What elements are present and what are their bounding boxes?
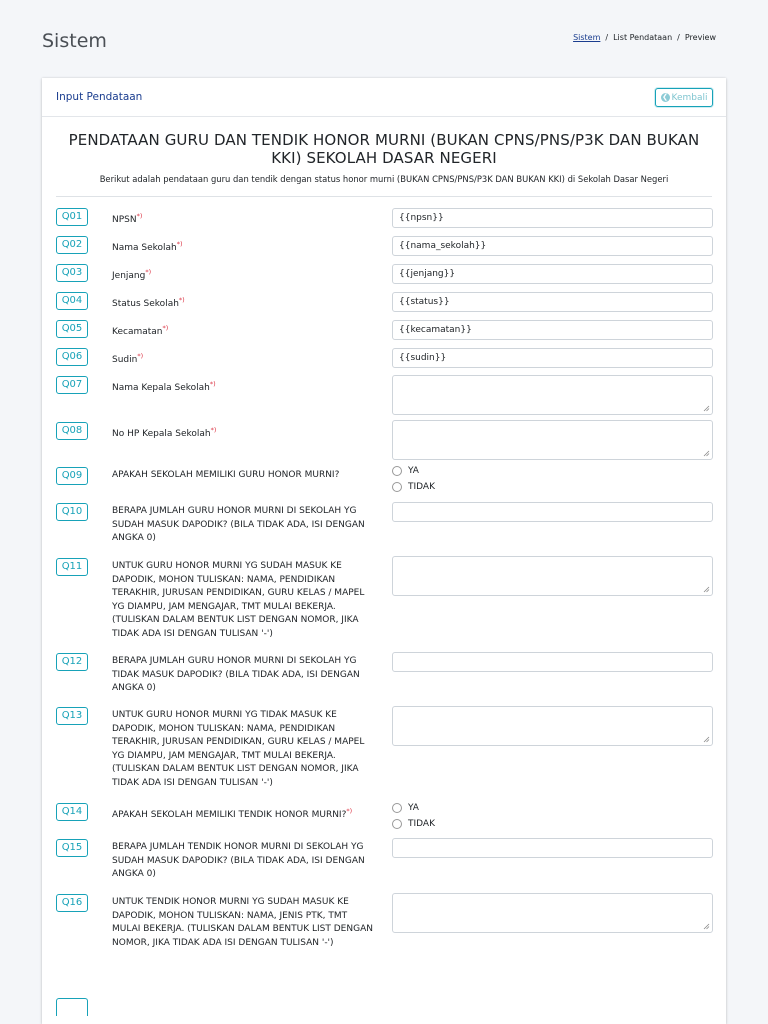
answer-input[interactable]: {{kecamatan}}	[392, 320, 713, 340]
question-label	[112, 424, 374, 442]
required-marker: *)	[178, 296, 185, 304]
question-badge-partial	[56, 998, 88, 1016]
answer-input[interactable]	[392, 838, 713, 858]
radio-option-label: YA	[408, 466, 419, 476]
answer-textarea[interactable]	[392, 420, 713, 460]
form-title: PENDATAAN GURU DAN TENDIK HONOR MURNI (BUKAN CPNS/PNS/P3K DAN BUKAN KKI) SEKOLAH DASAR NEGERI	[68, 131, 700, 167]
answer-textarea[interactable]	[392, 706, 713, 746]
required-marker: *)	[176, 240, 183, 248]
page-title: Sistem	[42, 30, 107, 52]
answer-input[interactable]: {{status}}	[392, 292, 713, 312]
radio-button[interactable]	[392, 819, 402, 829]
question-label	[112, 896, 374, 950]
answer-input[interactable]	[392, 502, 713, 522]
required-marker: *)	[162, 324, 169, 332]
question-code-badge: Q03	[56, 264, 88, 282]
question-label	[112, 266, 374, 284]
question-code-badge: Q04	[56, 292, 88, 310]
resize-handle-icon[interactable]	[703, 736, 710, 743]
answer-textarea[interactable]	[392, 375, 713, 415]
answer-input[interactable]: {{sudin}}	[392, 348, 713, 368]
question-code-badge: Q07	[56, 376, 88, 394]
question-code-badge: Q11	[56, 558, 88, 576]
question-label	[112, 841, 374, 882]
resize-handle-icon[interactable]	[703, 923, 710, 930]
question-label	[112, 560, 374, 642]
question-label-text: Nama Sekolah	[112, 243, 177, 253]
radio-option-ya[interactable]	[392, 464, 419, 478]
back-button-label: Kembali	[671, 92, 708, 103]
form-description: Berikut adalah pendataan guru dan tendik dengan status honor murni (BUKAN CPNS/PNS/P3K DAN BUKAN KKI) di Sekolah Dasar Negeri	[99, 174, 669, 184]
question-label-text: UNTUK GURU HONOR MURNI YG SUDAH MASUK KE DAPODIK, MOHON TULISKAN: NAMA, PENDIDIKAN TERAKHIR, JURUSAN PENDIDIKAN, GURU KELAS / MAPEL YG DIAMPU, JAM MENGAJAR, TMT MULAI BEKERJA. (TULISKAN DALAM BENTUK LIST DENGAN NOMOR, JIKA TIDAK ADA ISI DENGAN TULISAN '-')	[112, 561, 365, 639]
question-label	[112, 505, 374, 546]
question-label	[112, 210, 374, 228]
question-label-text: APAKAH SEKOLAH MEMILIKI GURU HONOR MURNI?	[112, 470, 340, 480]
radio-option-label: TIDAK	[408, 482, 435, 492]
required-marker: *)	[137, 352, 144, 360]
question-label	[112, 805, 374, 823]
radio-option-ya[interactable]	[392, 801, 419, 815]
question-code-badge: Q12	[56, 653, 88, 671]
required-marker: *)	[346, 807, 353, 815]
question-label	[112, 322, 374, 340]
question-code-badge: Q09	[56, 467, 88, 485]
question-code-badge: Q06	[56, 348, 88, 366]
top-bar	[0, 0, 768, 80]
resize-handle-icon[interactable]	[703, 450, 710, 457]
card-header	[42, 78, 726, 117]
radio-button[interactable]	[392, 466, 402, 476]
answer-textarea[interactable]	[392, 893, 713, 933]
breadcrumb-current: Preview	[684, 33, 716, 42]
answer-input[interactable]	[392, 652, 713, 672]
breadcrumb-separator: /	[677, 33, 680, 42]
question-label-text: Jenjang	[112, 271, 146, 281]
arrow-circle-left-icon: ❮	[662, 93, 668, 101]
breadcrumb-home-link[interactable]: Sistem	[573, 33, 601, 42]
question-label	[112, 469, 374, 483]
question-code-badge: Q02	[56, 236, 88, 254]
radio-button[interactable]	[392, 482, 402, 492]
question-code-badge: Q15	[56, 839, 88, 857]
resize-handle-icon[interactable]	[703, 405, 710, 412]
answer-input[interactable]: {{npsn}}	[392, 208, 713, 228]
required-marker: *)	[145, 268, 152, 276]
radio-option-label: YA	[408, 803, 419, 813]
question-label-text: APAKAH SEKOLAH MEMILIKI TENDIK HONOR MURNI?	[112, 810, 347, 820]
question-label	[112, 655, 374, 696]
question-code-badge: Q01	[56, 208, 88, 226]
question-code-badge: Q08	[56, 422, 88, 440]
radio-option-tidak[interactable]	[392, 480, 435, 494]
resize-handle-icon[interactable]	[703, 586, 710, 593]
breadcrumb-separator: /	[605, 33, 609, 42]
question-label-text: No HP Kepala Sekolah	[112, 429, 211, 439]
question-label-text: BERAPA JUMLAH TENDIK HONOR MURNI DI SEKOLAH YG SUDAH MASUK DAPODIK? (BILA TIDAK ADA, ISI DENGAN ANGKA 0)	[112, 842, 365, 880]
question-label-text: UNTUK GURU HONOR MURNI YG TIDAK MASUK KE DAPODIK, MOHON TULISKAN: NAMA, PENDIDIKAN TERAKHIR, JURUSAN PENDIDIKAN, GURU KELAS / MAPEL YG DIAMPU, JAM MENGAJAR, TMT MULAI BEKERJA. (TULISKAN DALAM BENTUK LIST DENGAN NOMOR, JIKA TIDAK ADA ISI DENGAN TULISAN '-')	[112, 710, 365, 788]
divider	[56, 196, 712, 197]
question-label	[112, 350, 374, 368]
card-title: Input Pendataan	[56, 91, 143, 103]
question-label	[112, 378, 374, 396]
question-label-text: UNTUK TENDIK HONOR MURNI YG SUDAH MASUK KE DAPODIK, MOHON TULISKAN: NAMA, JENIS PTK, TMT MULAI BEKERJA. (TULISKAN DALAM BENTUK LIST DENGAN NOMOR, JIKA TIDAK ADA ISI DENGAN TULISAN '-')	[112, 897, 373, 948]
radio-option-tidak[interactable]	[392, 817, 435, 831]
required-marker: *)	[209, 380, 216, 388]
question-label	[112, 709, 374, 791]
question-code-badge: Q05	[56, 320, 88, 338]
question-code-badge: Q14	[56, 803, 88, 821]
question-code-badge: Q16	[56, 894, 88, 912]
radio-button[interactable]	[392, 803, 402, 813]
question-label-text: BERAPA JUMLAH GURU HONOR MURNI DI SEKOLAH YG SUDAH MASUK DAPODIK? (BILA TIDAK ADA, ISI DENGAN ANGKA 0)	[112, 506, 365, 544]
question-label-text: BERAPA JUMLAH GURU HONOR MURNI DI SEKOLAH YG TIDAK MASUK DAPODIK? (BILA TIDAK ADA, ISI DENGAN ANGKA 0)	[112, 656, 360, 694]
question-label-text: NPSN	[112, 215, 137, 225]
question-label-text: Kecamatan	[112, 327, 163, 337]
breadcrumb	[573, 33, 716, 42]
question-label	[112, 294, 374, 312]
question-code-badge: Q13	[56, 707, 88, 725]
question-label-text: Nama Kepala Sekolah	[112, 383, 210, 393]
breadcrumb-list-pendataan[interactable]: List Pendataan	[613, 33, 673, 42]
back-button[interactable]	[655, 88, 713, 107]
radio-option-label: TIDAK	[408, 819, 435, 829]
answer-input[interactable]: {{jenjang}}	[392, 264, 713, 284]
question-label	[112, 238, 374, 256]
question-label-text: Status Sekolah	[112, 299, 179, 309]
answer-textarea[interactable]	[392, 556, 713, 596]
form-card	[42, 78, 726, 1024]
question-label-text: Sudin	[112, 355, 138, 365]
required-marker: *)	[136, 212, 143, 220]
question-code-badge: Q10	[56, 503, 88, 521]
required-marker: *)	[210, 426, 217, 434]
answer-input[interactable]: {{nama_sekolah}}	[392, 236, 713, 256]
